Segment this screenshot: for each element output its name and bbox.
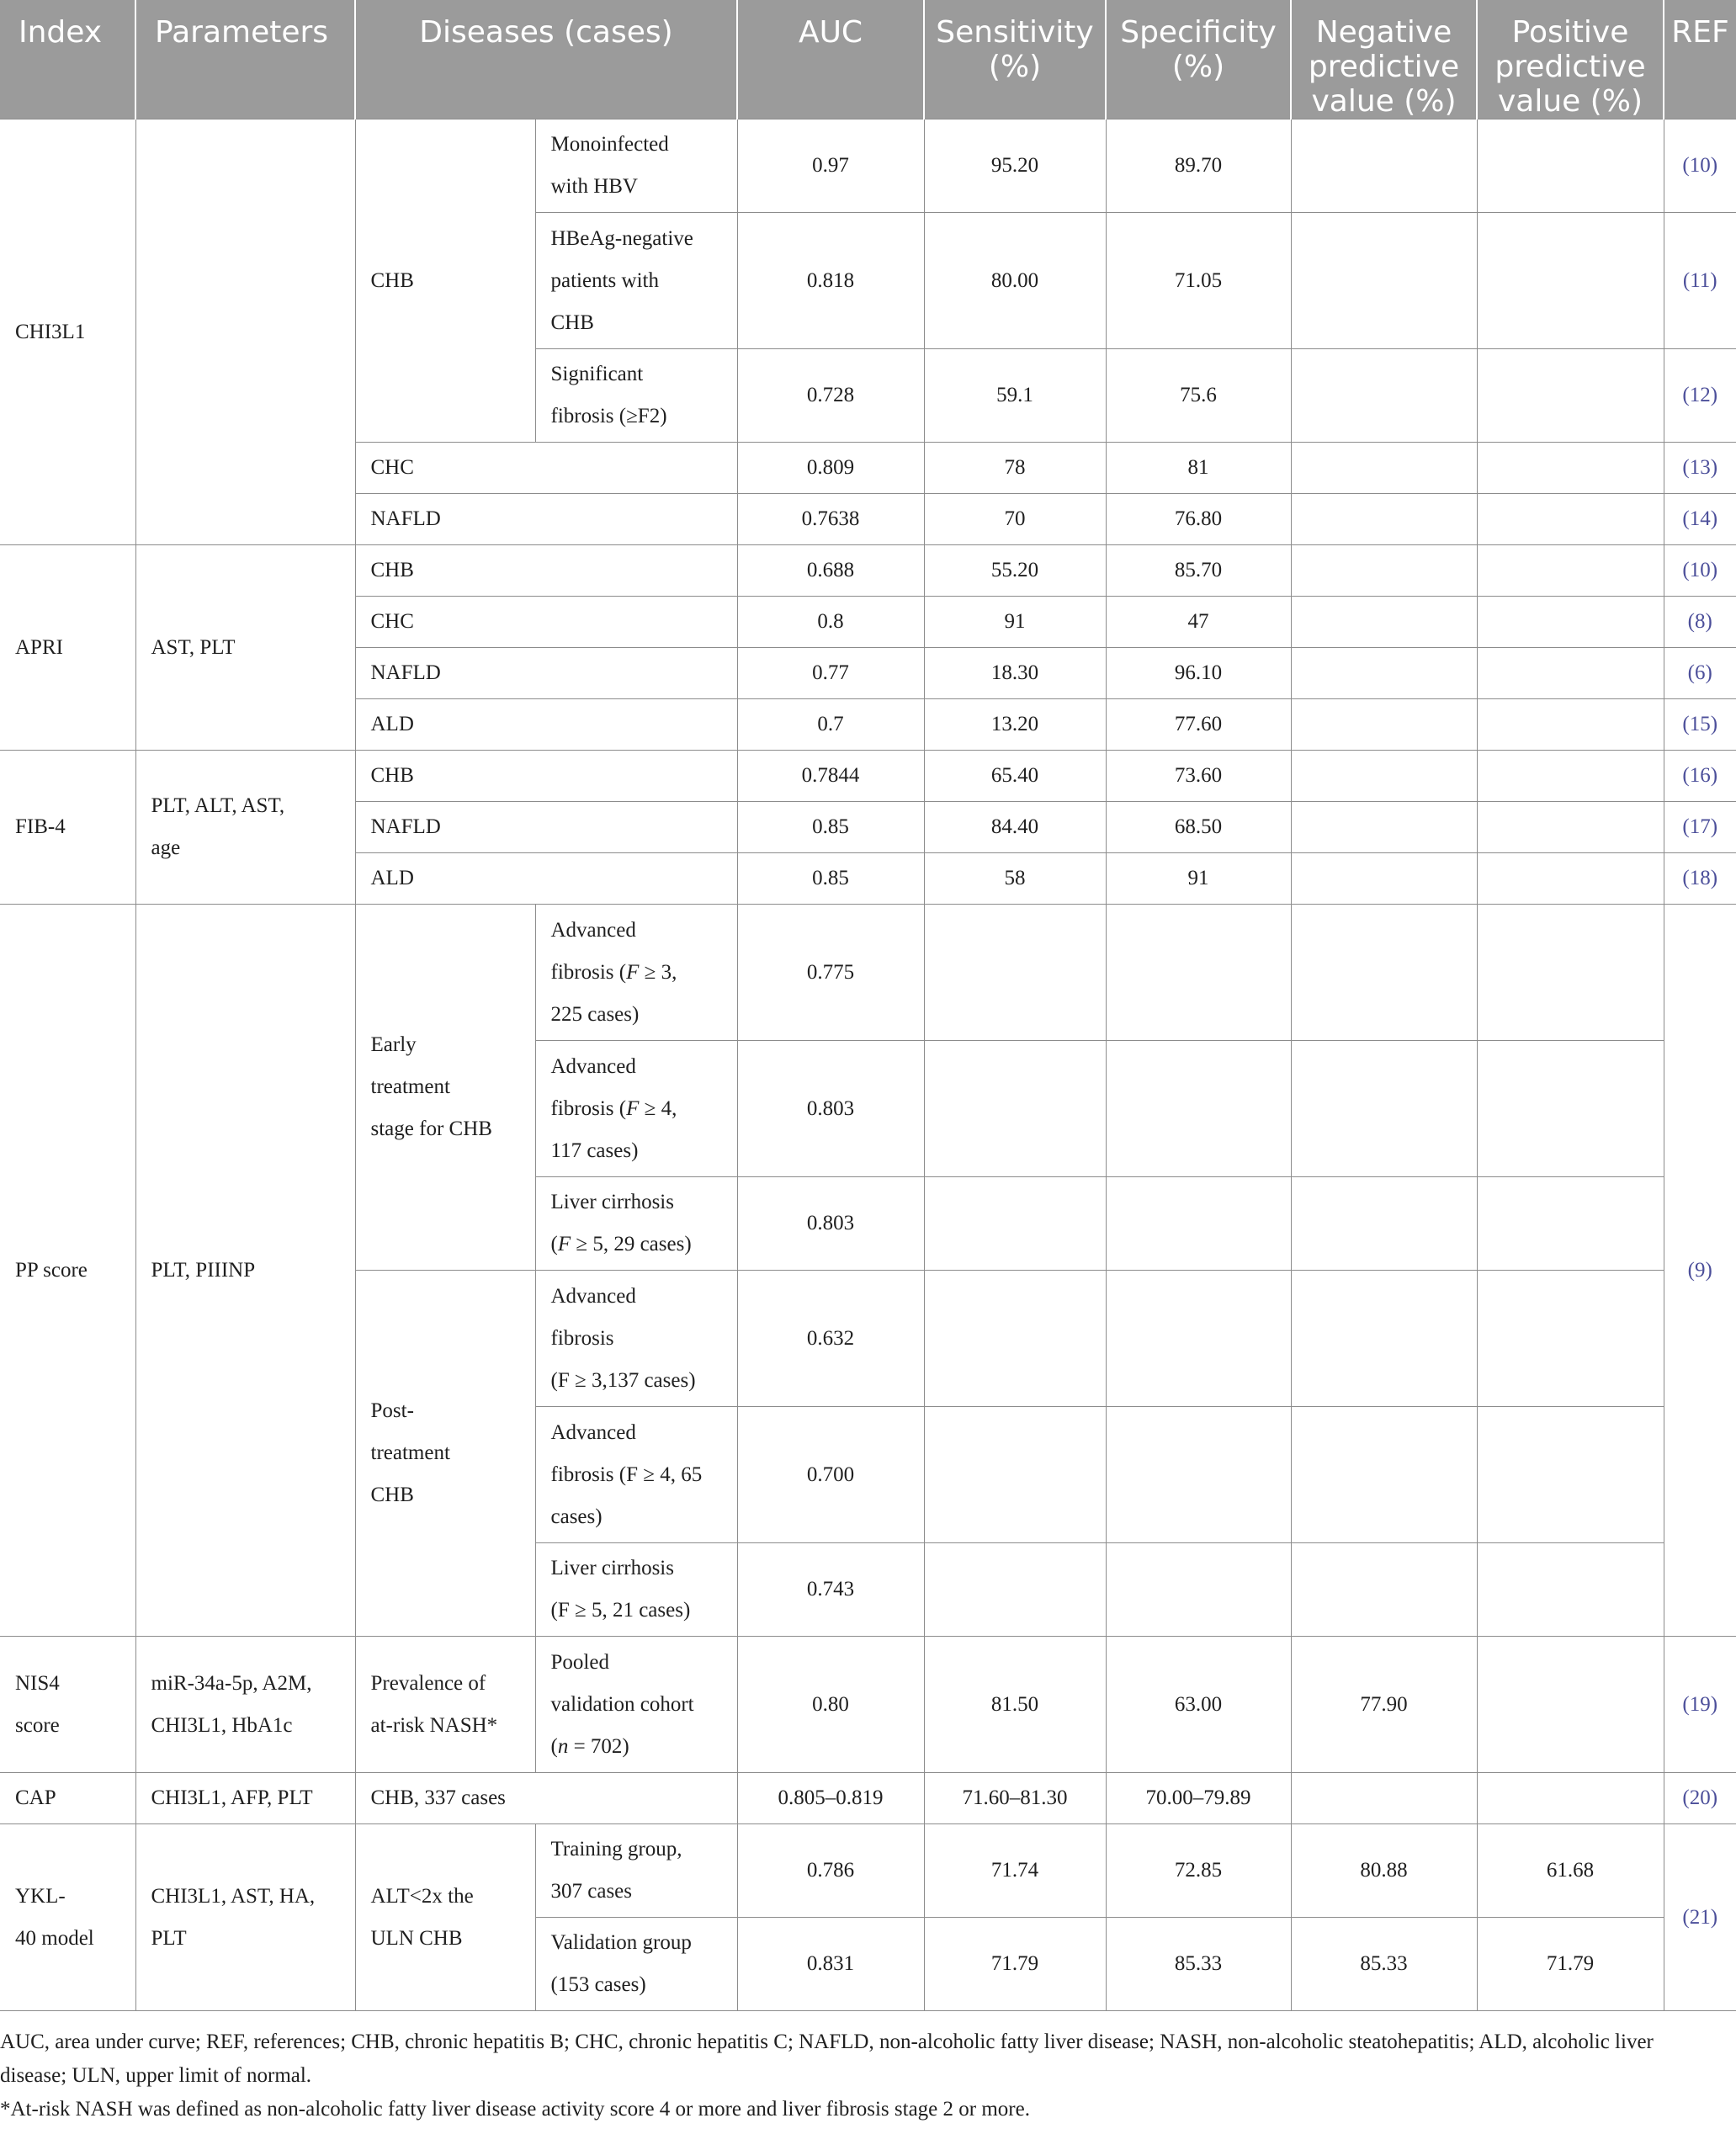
header-diseases: Diseases (cases)	[355, 0, 737, 119]
auc-cell: 0.803	[737, 1177, 924, 1271]
table-row	[0, 1824, 1736, 1918]
parameters-cell: CHI3L1, AFP, PLT	[135, 1773, 355, 1824]
sensitivity-cell: 55.20	[924, 545, 1106, 597]
npv-cell	[1291, 905, 1477, 1041]
subgroup-cell: Liver cirrhosis (F ≥ 5, 21 cases)	[535, 1543, 737, 1637]
sensitivity-cell: 91	[924, 597, 1106, 648]
npv-cell	[1291, 494, 1477, 545]
ppv-cell	[1477, 1041, 1664, 1177]
subgroup-cell: Validation group (153 cases)	[535, 1918, 737, 2011]
specificity-cell	[1106, 905, 1291, 1041]
asterisk-note: *At-risk NASH was defined as non-alcoholic fatty liver disease activity score 4 or more and liver fibrosis stage 2 or more.	[0, 2098, 1030, 2121]
index-cell: APRI	[0, 545, 135, 751]
ppv-cell	[1477, 443, 1664, 494]
disease-cell: NAFLD	[355, 648, 737, 699]
ref-link[interactable]: (19)	[1664, 1637, 1736, 1773]
parameters-cell: PLT, PIIINP	[135, 905, 355, 1637]
sensitivity-cell	[924, 1271, 1106, 1407]
specificity-cell: 47	[1106, 597, 1291, 648]
specificity-cell: 68.50	[1106, 802, 1291, 853]
ppv-cell: 61.68	[1477, 1824, 1664, 1918]
parameters-cell: miR-34a-5p, A2M, CHI3L1, HbA1c	[135, 1637, 355, 1773]
npv-cell	[1291, 213, 1477, 349]
auc-cell: 0.7	[737, 699, 924, 751]
ppv-cell	[1477, 597, 1664, 648]
sensitivity-cell: 81.50	[924, 1637, 1106, 1773]
index-cell: CHI3L1	[0, 119, 135, 545]
auc-cell: 0.688	[737, 545, 924, 597]
header-ppv: Positive predictive value (%)	[1477, 0, 1664, 119]
auc-cell: 0.775	[737, 905, 924, 1041]
npv-cell	[1291, 443, 1477, 494]
npv-cell	[1291, 545, 1477, 597]
index-cell: YKL- 40 model	[0, 1824, 135, 2011]
ref-link[interactable]: (6)	[1664, 648, 1736, 699]
sensitivity-cell	[924, 905, 1106, 1041]
parameters-cell	[135, 119, 355, 545]
npv-cell	[1291, 648, 1477, 699]
specificity-cell: 81	[1106, 443, 1291, 494]
table-row	[0, 751, 1736, 802]
sensitivity-cell: 58	[924, 853, 1106, 905]
index-cell: NIS4 score	[0, 1637, 135, 1773]
ref-link[interactable]: (17)	[1664, 802, 1736, 853]
ref-link[interactable]: (16)	[1664, 751, 1736, 802]
header-index: Index	[0, 0, 135, 119]
ref-link[interactable]: (13)	[1664, 443, 1736, 494]
npv-cell	[1291, 119, 1477, 213]
subgroup-cell: Pooled validation cohort (n = 702)	[535, 1637, 737, 1773]
specificity-cell: 71.05	[1106, 213, 1291, 349]
sensitivity-cell: 80.00	[924, 213, 1106, 349]
npv-cell	[1291, 853, 1477, 905]
ppv-cell	[1477, 905, 1664, 1041]
auc-cell: 0.700	[737, 1407, 924, 1543]
auc-cell: 0.786	[737, 1824, 924, 1918]
ppv-cell	[1477, 751, 1664, 802]
header-sensitivity: Sensitivity (%)	[924, 0, 1106, 119]
parameters-cell: AST, PLT	[135, 545, 355, 751]
disease-cell: CHB	[355, 119, 535, 443]
ppv-cell	[1477, 1637, 1664, 1773]
subgroup-cell: Advanced fibrosis (F ≥ 3,137 cases)	[535, 1271, 737, 1407]
npv-cell: 77.90	[1291, 1637, 1477, 1773]
sensitivity-cell: 65.40	[924, 751, 1106, 802]
specificity-cell: 70.00–79.89	[1106, 1773, 1291, 1824]
sensitivity-cell: 18.30	[924, 648, 1106, 699]
sensitivity-cell: 13.20	[924, 699, 1106, 751]
sensitivity-cell	[924, 1407, 1106, 1543]
sensitivity-cell: 78	[924, 443, 1106, 494]
sensitivity-cell: 71.60–81.30	[924, 1773, 1106, 1824]
ppv-cell	[1477, 1543, 1664, 1637]
npv-cell	[1291, 1407, 1477, 1543]
subgroup-cell: Advanced fibrosis (F ≥ 4, 65 cases)	[535, 1407, 737, 1543]
table-row	[0, 1773, 1736, 1824]
auc-cell: 0.97	[737, 119, 924, 213]
specificity-cell: 76.80	[1106, 494, 1291, 545]
ref-link[interactable]: (18)	[1664, 853, 1736, 905]
disease-cell: Post- treatment CHB	[355, 1271, 535, 1637]
disease-cell: ALD	[355, 853, 737, 905]
specificity-cell: 85.70	[1106, 545, 1291, 597]
auc-cell: 0.809	[737, 443, 924, 494]
ref-link[interactable]: (12)	[1664, 349, 1736, 443]
ppv-cell	[1477, 1407, 1664, 1543]
specificity-cell: 63.00	[1106, 1637, 1291, 1773]
auc-cell: 0.728	[737, 349, 924, 443]
npv-cell: 85.33	[1291, 1918, 1477, 2011]
specificity-cell	[1106, 1271, 1291, 1407]
ppv-cell	[1477, 853, 1664, 905]
header-auc: AUC	[737, 0, 924, 119]
index-cell: FIB-4	[0, 751, 135, 905]
specificity-cell: 91	[1106, 853, 1291, 905]
ppv-cell	[1477, 349, 1664, 443]
auc-cell: 0.80	[737, 1637, 924, 1773]
ref-link[interactable]: (14)	[1664, 494, 1736, 545]
sensitivity-cell: 71.79	[924, 1918, 1106, 2011]
header-row	[0, 0, 1736, 119]
subgroup-cell: Liver cirrhosis (F ≥ 5, 29 cases)	[535, 1177, 737, 1271]
disease-cell: Early treatment stage for CHB	[355, 905, 535, 1271]
disease-cell: Prevalence of at-risk NASH*	[355, 1637, 535, 1773]
specificity-cell	[1106, 1543, 1291, 1637]
specificity-cell	[1106, 1407, 1291, 1543]
specificity-cell	[1106, 1177, 1291, 1271]
subgroup-cell: Advanced fibrosis (F ≥ 4, 117 cases)	[535, 1041, 737, 1177]
subgroup-cell: Advanced fibrosis (F ≥ 3, 225 cases)	[535, 905, 737, 1041]
ref-link[interactable]: (10)	[1664, 545, 1736, 597]
ppv-cell	[1477, 213, 1664, 349]
sensitivity-cell	[924, 1177, 1106, 1271]
npv-cell: 80.88	[1291, 1824, 1477, 1918]
disease-cell: NAFLD	[355, 494, 737, 545]
ppv-cell	[1477, 1271, 1664, 1407]
auc-cell: 0.818	[737, 213, 924, 349]
npv-cell	[1291, 802, 1477, 853]
ref-link[interactable]: (8)	[1664, 597, 1736, 648]
ref-link[interactable]: (21)	[1664, 1824, 1736, 2011]
npv-cell	[1291, 1041, 1477, 1177]
specificity-cell: 73.60	[1106, 751, 1291, 802]
sensitivity-cell: 84.40	[924, 802, 1106, 853]
sensitivity-cell: 95.20	[924, 119, 1106, 213]
specificity-cell: 96.10	[1106, 648, 1291, 699]
npv-cell	[1291, 1177, 1477, 1271]
auc-cell: 0.85	[737, 853, 924, 905]
ppv-cell: 71.79	[1477, 1918, 1664, 2011]
disease-cell: NAFLD	[355, 802, 737, 853]
sensitivity-cell: 59.1	[924, 349, 1106, 443]
header-ref: REF	[1664, 0, 1736, 119]
abbreviations-note: AUC, area under curve; REF, references; CHB, chronic hepatitis B; CHC, chronic hepatitis C; NAFLD, non-alcoholic fatty liver disease; NASH, non-alcoholic steatohepatitis; ALD, alcoholic liver disease; ULN, upper limit of normal.	[0, 2030, 1654, 2087]
ppv-cell	[1477, 802, 1664, 853]
ref-link[interactable]: (20)	[1664, 1773, 1736, 1824]
disease-cell: CHC	[355, 443, 737, 494]
npv-cell	[1291, 597, 1477, 648]
npv-cell	[1291, 1773, 1477, 1824]
auc-cell: 0.803	[737, 1041, 924, 1177]
table-footnotes	[0, 2025, 1717, 2126]
auc-cell: 0.831	[737, 1918, 924, 2011]
specificity-cell: 72.85	[1106, 1824, 1291, 1918]
disease-cell: CHC	[355, 597, 737, 648]
header-specificity: Specificity (%)	[1106, 0, 1291, 119]
table-row	[0, 905, 1736, 1041]
npv-cell	[1291, 1543, 1477, 1637]
ref-link[interactable]: (11)	[1664, 213, 1736, 349]
ref-link[interactable]: (9)	[1664, 905, 1736, 1637]
disease-cell: CHB	[355, 751, 737, 802]
auc-cell: 0.7844	[737, 751, 924, 802]
ppv-cell	[1477, 119, 1664, 213]
npv-cell	[1291, 349, 1477, 443]
specificity-cell: 77.60	[1106, 699, 1291, 751]
subgroup-cell: Significant fibrosis (≥F2)	[535, 349, 737, 443]
ppv-cell	[1477, 494, 1664, 545]
disease-cell: CHB, 337 cases	[355, 1773, 737, 1824]
auc-cell: 0.85	[737, 802, 924, 853]
subgroup-cell: HBeAg-negative patients with CHB	[535, 213, 737, 349]
sensitivity-cell	[924, 1543, 1106, 1637]
specificity-cell	[1106, 1041, 1291, 1177]
header-parameters: Parameters	[135, 0, 355, 119]
npv-cell	[1291, 751, 1477, 802]
header-npv: Negative predictive value (%)	[1291, 0, 1477, 119]
auc-cell: 0.743	[737, 1543, 924, 1637]
subgroup-cell: Training group, 307 cases	[535, 1824, 737, 1918]
subgroup-cell: Monoinfected with HBV	[535, 119, 737, 213]
specificity-cell: 89.70	[1106, 119, 1291, 213]
ppv-cell	[1477, 1177, 1664, 1271]
auc-cell: 0.77	[737, 648, 924, 699]
sensitivity-cell: 71.74	[924, 1824, 1106, 1918]
auc-cell: 0.7638	[737, 494, 924, 545]
auc-cell: 0.8	[737, 597, 924, 648]
index-cell: PP score	[0, 905, 135, 1637]
ref-link[interactable]: (15)	[1664, 699, 1736, 751]
parameters-cell: CHI3L1, AST, HA, PLT	[135, 1824, 355, 2011]
ppv-cell	[1477, 1773, 1664, 1824]
specificity-cell: 85.33	[1106, 1918, 1291, 2011]
auc-cell: 0.632	[737, 1271, 924, 1407]
table-row	[0, 545, 1736, 597]
sensitivity-cell	[924, 1041, 1106, 1177]
disease-cell: CHB	[355, 545, 737, 597]
specificity-cell: 75.6	[1106, 349, 1291, 443]
disease-cell: ALD	[355, 699, 737, 751]
ppv-cell	[1477, 545, 1664, 597]
npv-cell	[1291, 1271, 1477, 1407]
disease-cell: ALT<2x the ULN CHB	[355, 1824, 535, 2011]
table-row	[0, 119, 1736, 213]
ppv-cell	[1477, 699, 1664, 751]
ref-link[interactable]: (10)	[1664, 119, 1736, 213]
auc-cell: 0.805–0.819	[737, 1773, 924, 1824]
parameters-cell: PLT, ALT, AST, age	[135, 751, 355, 905]
ppv-cell	[1477, 648, 1664, 699]
npv-cell	[1291, 699, 1477, 751]
index-cell: CAP	[0, 1773, 135, 1824]
sensitivity-cell: 70	[924, 494, 1106, 545]
table-row	[0, 1637, 1736, 1773]
